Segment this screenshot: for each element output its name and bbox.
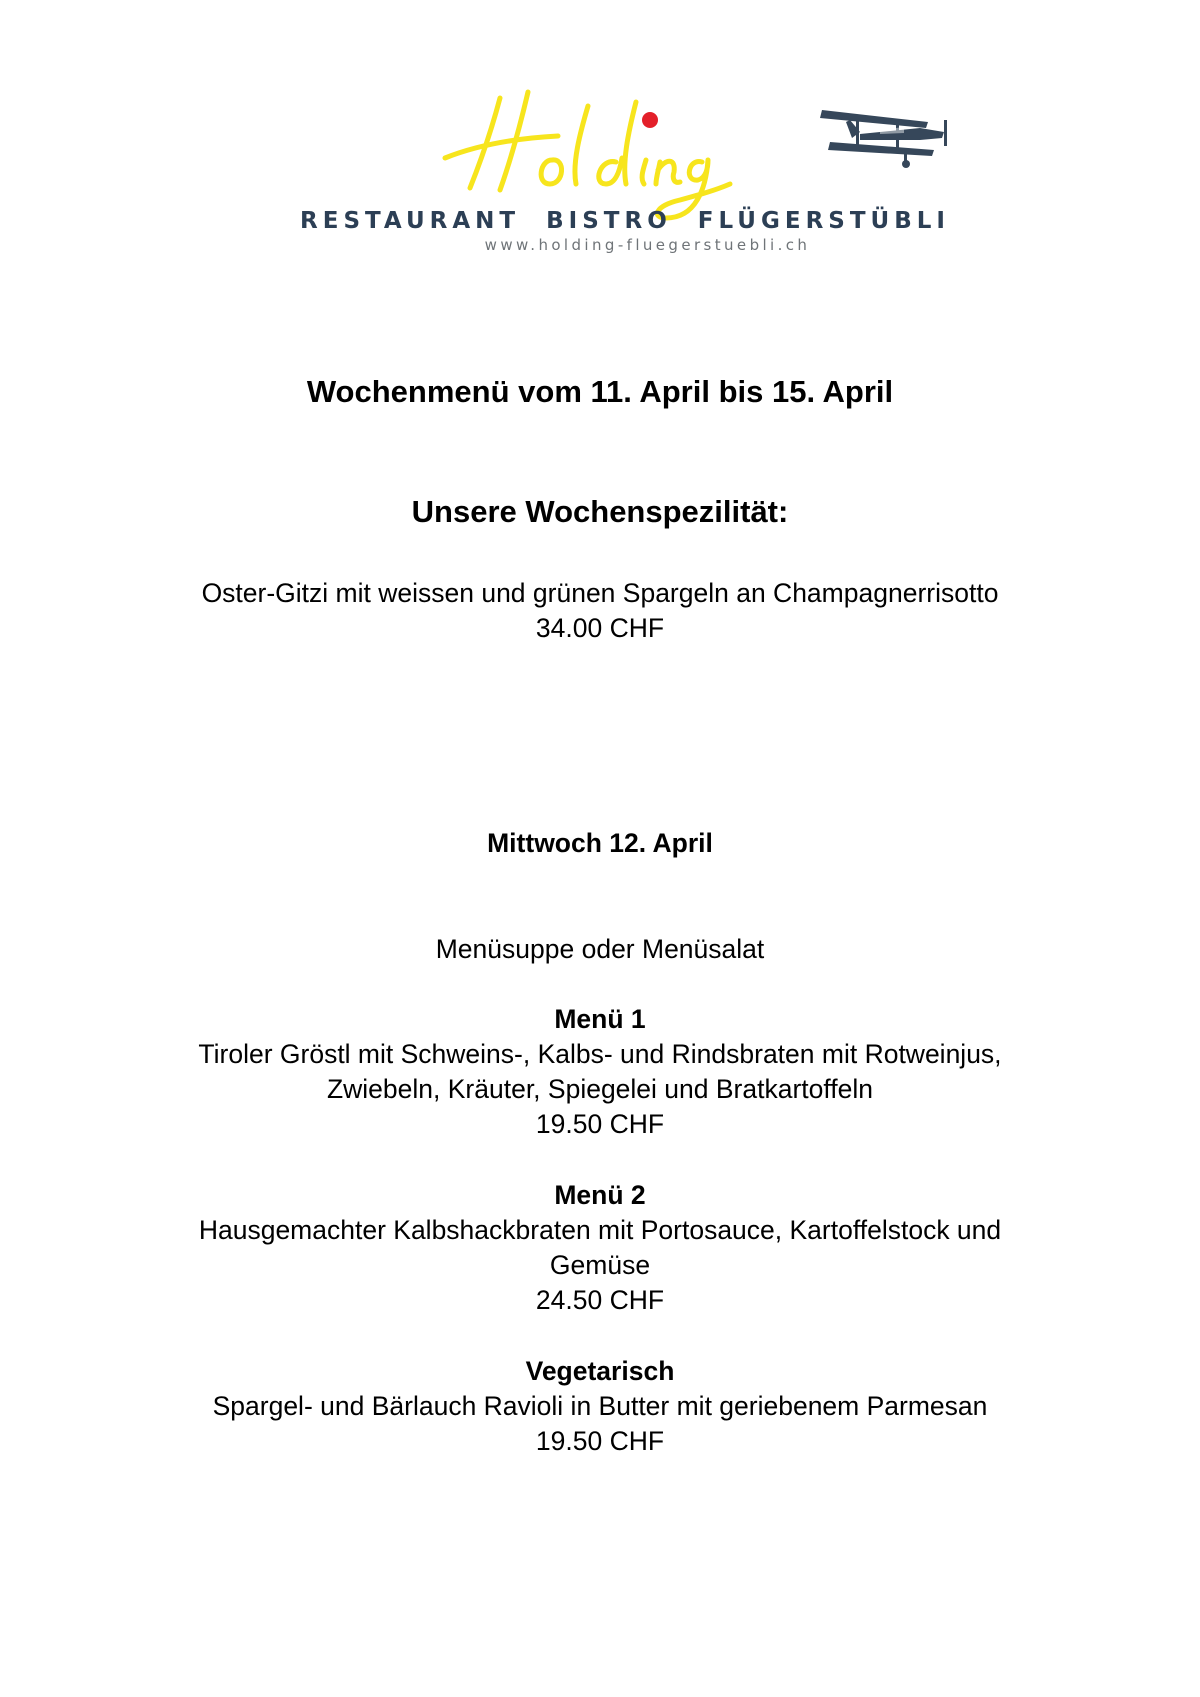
restaurant-logo [300, 70, 950, 270]
vegetarian-title: Vegetarisch [525, 1356, 675, 1386]
vegetarian-description: Spargel- und Bärlauch Ravioli in Butter mit geriebenem Parmesan [212, 1391, 988, 1421]
starter-line: Menüsuppe oder Menüsalat [435, 934, 765, 964]
brand-line-text: RESTAURANT BISTRO FLÜGERSTÜBLI [300, 208, 950, 234]
menu-1-title: Menü 1 [554, 1004, 646, 1034]
menu-1-price: 19.50 CHF [535, 1109, 665, 1139]
menu-1-description: Tiroler Gröstl mit Schweins-, Kalbs- und Rindsbraten mit Rotweinjus, Zwiebeln, Kräuter, Spiegelei und Bratkartoffeln [198, 1039, 1002, 1104]
menu-2-description: Hausgemachter Kalbshackbraten mit Portosauce, Kartoffelstock und Gemüse [198, 1215, 1002, 1280]
special-price: 34.00 CHF [535, 613, 665, 643]
week-heading: Wochenmenü vom 11. April bis 15. April [306, 374, 894, 409]
special-heading: Unsere Wochenspezilität: [411, 494, 789, 529]
special-dish: Oster-Gitzi mit weissen und grünen Spargeln an Champagnerrisotto [201, 578, 999, 608]
website-url: www.holding-fluegerstuebli.ch [484, 236, 811, 254]
menu-2-price: 24.50 CHF [535, 1285, 665, 1315]
menu-2-title: Menü 2 [554, 1180, 646, 1210]
biplane-icon [820, 106, 950, 176]
red-dot-icon [642, 112, 658, 128]
brand-line [300, 192, 950, 242]
day-heading: Mittwoch 12. April [487, 828, 713, 858]
vegetarian-price: 19.50 CHF [535, 1426, 665, 1456]
